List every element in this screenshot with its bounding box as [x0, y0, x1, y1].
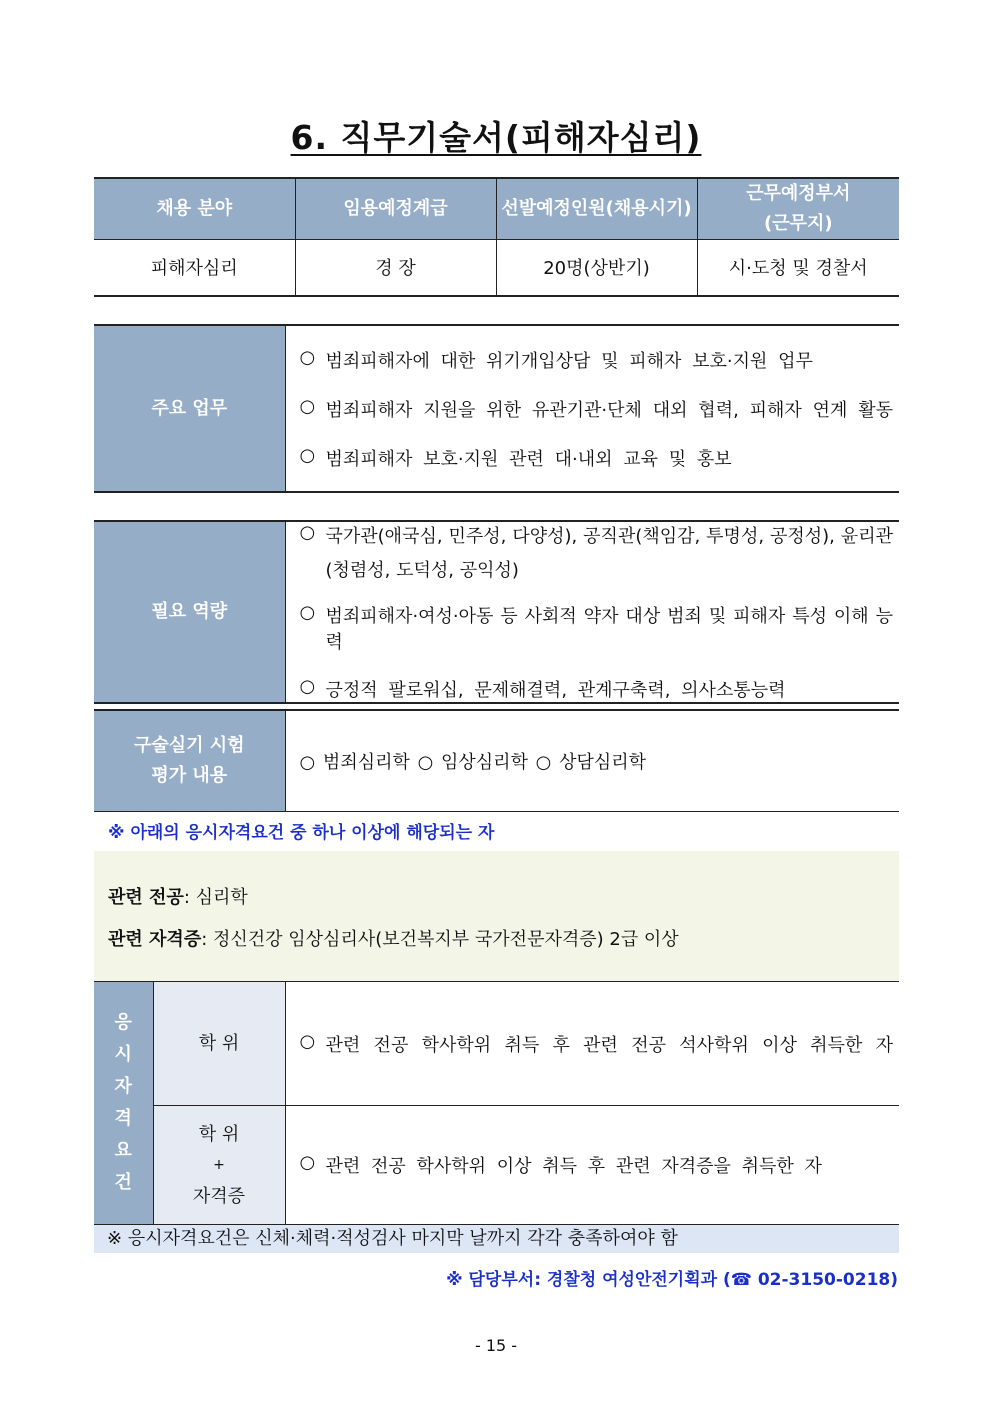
exam-label-line1: 구술실기 시험 — [133, 734, 245, 756]
header-department: 근무예정부서 (근무지) — [697, 178, 899, 240]
cell-field: 피해자심리 — [94, 240, 295, 296]
competency-list — [285, 521, 899, 703]
requirement-degree-label: 학 위 — [153, 982, 285, 1106]
cell-rank: 경 장 — [295, 240, 496, 296]
competency-table — [94, 520, 899, 704]
list-item: ○ 국가관(애국심, 민주성, 다양성), 공직관(책임감, 투명성, 공정성), 윤리관 — [299, 522, 893, 547]
requirement-degree-content — [285, 982, 899, 1106]
cell-department: 시·도청 및 경찰서 — [728, 258, 868, 280]
page-title: 6. 직무기술서(피해자심리) — [290, 118, 702, 157]
list-item: ○ 범죄피해자 지원을 위한 유관기관·단체 대외 협력, 피해자 연계 활동 — [299, 395, 893, 421]
cert-value: : 정신건강 임상심리사(보건복지부 국가전문자격증) 2급 이상 — [201, 929, 679, 950]
header-rank: 임용예정계급 — [295, 178, 496, 240]
header-field: 채용 분야 — [94, 178, 295, 240]
requirements-table — [94, 981, 899, 1225]
page-number: - 15 - — [474, 1336, 518, 1355]
list-item: ○ 범죄피해자 보호·지원 관련 대·내외 교육 및 홍보 — [299, 444, 732, 470]
competency-label: 필요 역량 — [94, 521, 285, 703]
requirement-degree-cert-content — [285, 1106, 899, 1225]
contact-info: ※ 담당부서: 경찰청 여성안전기획과 (☎ 02-3150-0218) — [446, 1270, 898, 1290]
duties-list — [285, 325, 899, 492]
exam-table — [94, 709, 899, 812]
major-label: 관련 전공 — [108, 887, 184, 908]
requirement-degree-cert-label: 학 위 + 자격증 — [153, 1106, 285, 1225]
summary-table — [94, 177, 899, 297]
duties-label: 주요 업무 — [94, 325, 285, 492]
list-item: ○ 관련 전공 학사학위 이상 취득 후 관련 자격증을 취득한 자 — [299, 1152, 822, 1177]
footer-note: ※ 응시자격요건은 신체·체력·적성검사 마지막 날까지 각각 충족하여야 함 — [94, 1225, 899, 1253]
list-item: ○ 관련 전공 학사학위 취득 후 관련 전공 석사학위 이상 취득한 자 — [299, 1030, 893, 1056]
major-value: : 심리학 — [183, 887, 248, 908]
header-headcount: 선발예정인원(채용시기) — [496, 178, 697, 240]
qualification-box — [94, 851, 899, 981]
requirements-vertical-label: 응 시 자 격 요 건 — [94, 982, 153, 1225]
exam-content: ○ 범죄심리학 ○ 임상심리학 ○ 상담심리학 — [299, 751, 647, 773]
cert-line — [108, 925, 679, 951]
cert-label: 관련 자격증 — [108, 929, 202, 950]
list-item-continuation: (청렴성, 도덕성, 공익성) — [325, 560, 519, 581]
list-item: ○ 긍정적 팔로워십, 문제해결력, 관계구축력, 의사소통능력 — [299, 676, 786, 701]
list-item: ○ 범죄피해자에 대한 위기개입상담 및 피해자 보호·지원 업무 — [299, 346, 813, 372]
major-line — [108, 883, 248, 909]
qualification-note: ※ 아래의 응시자격요건 중 하나 이상에 해당되는 자 — [108, 823, 495, 843]
duties-table — [94, 324, 899, 493]
exam-label — [94, 710, 285, 811]
exam-label-line2: 평가 내용 — [151, 764, 228, 786]
list-item: ○ 범죄피해자·여성·아동 등 사회적 약자 대상 범죄 및 피해자 특성 이해 능력 — [299, 602, 893, 653]
cell-headcount: 20명(상반기) — [496, 240, 697, 296]
